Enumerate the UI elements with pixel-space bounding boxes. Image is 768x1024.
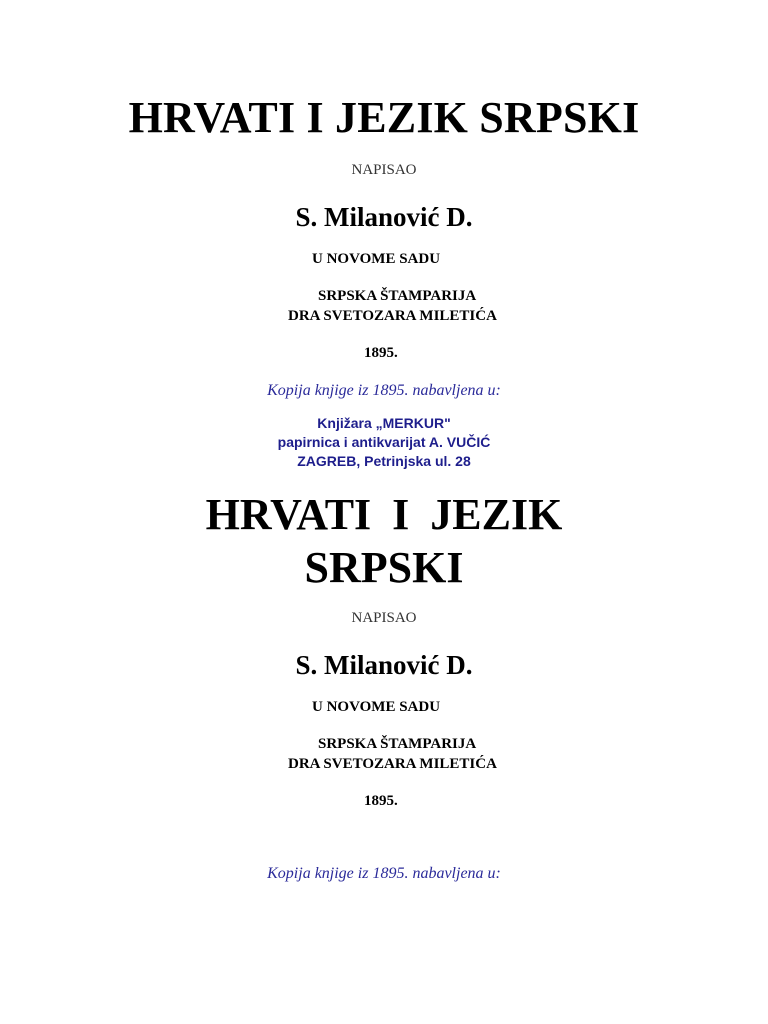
book-title-line-1: HRVATI I JEZIK bbox=[205, 490, 563, 539]
shop-address: ZAGREB, Petrinjska ul. 28 bbox=[297, 453, 471, 469]
shop-subtitle: papirnica i antikvarijat A. VUČIĆ bbox=[277, 434, 491, 450]
city-line: U NOVOME SADU bbox=[312, 251, 441, 267]
press-line-2: DRA SVETOZARA MILETIĆA bbox=[288, 308, 497, 324]
byline-label: NAPISAO bbox=[351, 162, 417, 178]
shop-name: Knjižara „MERKUR" bbox=[317, 415, 451, 431]
author-name: S. Milanović D. bbox=[295, 650, 473, 680]
copy-note: Kopija knjige iz 1895. nabavljena u: bbox=[267, 865, 501, 882]
copy-note: Kopija knjige iz 1895. nabavljena u: bbox=[267, 382, 501, 399]
byline-label: NAPISAO bbox=[351, 610, 417, 626]
press-line-1: SRPSKA ŠTAMPARIJA bbox=[318, 736, 477, 752]
press-line-2: DRA SVETOZARA MILETIĆA bbox=[288, 756, 497, 772]
year: 1895. bbox=[364, 345, 398, 361]
year: 1895. bbox=[364, 793, 398, 809]
book-title-line-2: SRPSKI bbox=[304, 543, 464, 592]
book-title: HRVATI I JEZIK SRPSKI bbox=[128, 93, 640, 142]
author-name: S. Milanović D. bbox=[295, 202, 473, 232]
press-line-1: SRPSKA ŠTAMPARIJA bbox=[318, 288, 477, 304]
city-line: U NOVOME SADU bbox=[312, 699, 441, 715]
